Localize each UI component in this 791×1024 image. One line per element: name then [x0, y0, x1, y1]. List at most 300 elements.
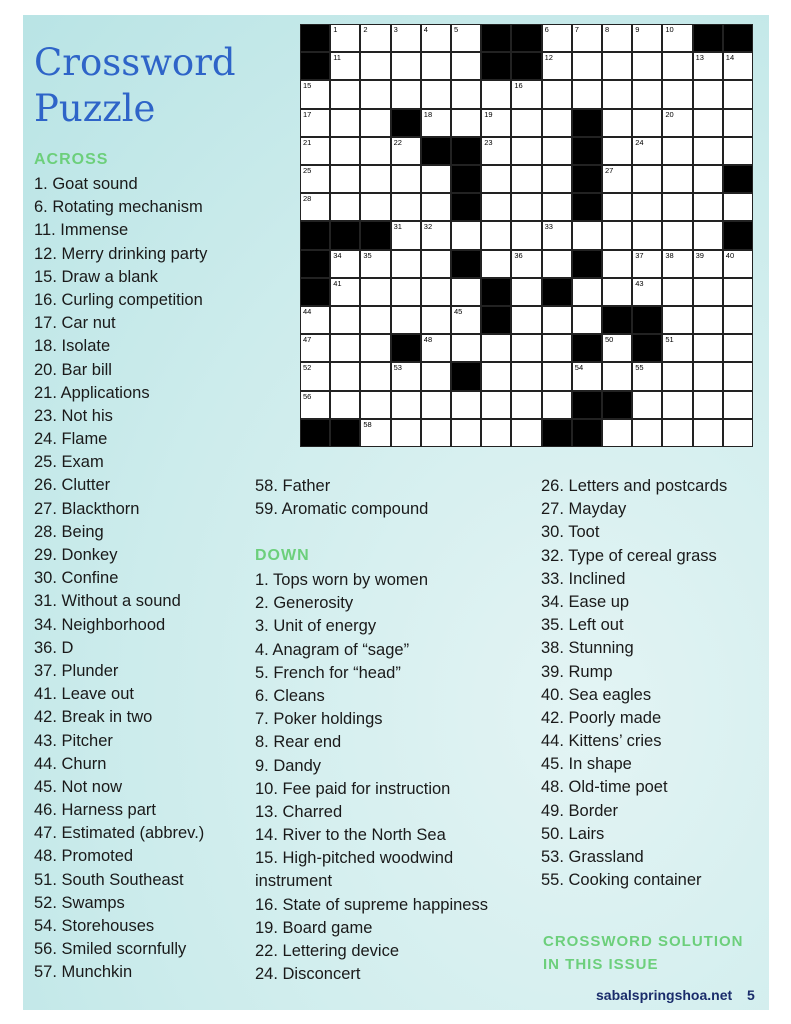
- grid-cell[interactable]: [723, 109, 753, 137]
- grid-cell[interactable]: [300, 109, 330, 137]
- grid-cell[interactable]: [391, 24, 421, 52]
- clue-item: 45. Not now: [34, 777, 123, 796]
- grid-block: [481, 24, 511, 52]
- grid-block: [542, 419, 572, 447]
- grid-cell[interactable]: [511, 278, 541, 306]
- clue-item: 13. Charred: [255, 802, 343, 821]
- grid-cell[interactable]: [572, 362, 602, 390]
- grid-cell[interactable]: [511, 334, 541, 362]
- down-clues-col-1: [255, 569, 520, 986]
- grid-cell[interactable]: [391, 306, 421, 334]
- clue-number: 13: [695, 53, 704, 63]
- grid-block: [572, 193, 602, 221]
- grid-cell[interactable]: [451, 419, 481, 447]
- clue-number: 53: [393, 363, 402, 373]
- grid-cell[interactable]: [391, 419, 421, 447]
- clue-number: 11: [333, 53, 341, 63]
- grid-cell[interactable]: [693, 193, 723, 221]
- grid-cell[interactable]: [330, 80, 360, 108]
- grid-cell[interactable]: [542, 165, 572, 193]
- grid-cell[interactable]: [451, 80, 481, 108]
- clue-item: 59. Aromatic compound: [255, 500, 429, 519]
- clue-item: 34. Ease up: [541, 592, 630, 611]
- grid-cell[interactable]: [511, 391, 541, 419]
- grid-cell[interactable]: [632, 109, 662, 137]
- grid-cell[interactable]: [421, 52, 451, 80]
- clue-number: 27: [605, 166, 614, 175]
- grid-cell[interactable]: [421, 391, 451, 419]
- clue-item: 56. Smiled scornfully: [34, 940, 187, 959]
- grid-cell[interactable]: [511, 221, 541, 249]
- clue-number: 20: [665, 109, 674, 119]
- grid-cell[interactable]: [451, 278, 481, 306]
- clue-item: 26. Letters and postcards: [541, 477, 728, 495]
- clue-item: 26. Clutter: [34, 476, 111, 495]
- grid-cell[interactable]: [632, 165, 662, 193]
- clue-number: 54: [574, 363, 584, 373]
- grid-block: [451, 137, 481, 165]
- grid-cell[interactable]: [662, 419, 692, 447]
- grid-cell[interactable]: [481, 137, 511, 165]
- clue-item: 42. Poorly made: [541, 708, 662, 727]
- grid-cell[interactable]: [360, 52, 390, 80]
- grid-cell[interactable]: [391, 137, 421, 165]
- grid-cell[interactable]: [421, 221, 451, 249]
- grid-cell[interactable]: [300, 193, 330, 221]
- grid-cell[interactable]: [723, 306, 753, 334]
- clue-item: 38. Stunning: [541, 639, 634, 658]
- grid-cell[interactable]: [481, 419, 511, 447]
- grid-cell[interactable]: [602, 334, 632, 362]
- grid-block: [723, 221, 753, 249]
- clue-number: 16: [514, 81, 523, 91]
- grid-cell[interactable]: [391, 193, 421, 221]
- grid-cell[interactable]: [693, 80, 723, 108]
- grid-cell[interactable]: [723, 80, 753, 108]
- clue-number: 10: [665, 25, 674, 34]
- grid-cell[interactable]: [391, 80, 421, 108]
- grid-cell[interactable]: [421, 334, 451, 362]
- grid-cell[interactable]: [723, 52, 753, 80]
- grid-cell[interactable]: [662, 165, 692, 193]
- grid-block: [572, 109, 602, 137]
- down-clues-col-2: [541, 475, 727, 892]
- grid-cell[interactable]: [421, 80, 451, 108]
- grid-cell[interactable]: [572, 278, 602, 306]
- grid-cell[interactable]: [300, 306, 330, 334]
- grid-cell[interactable]: [602, 278, 632, 306]
- grid-cell[interactable]: [693, 109, 723, 137]
- grid-cell[interactable]: [602, 419, 632, 447]
- grid-cell[interactable]: [421, 193, 451, 221]
- clue-number: 1: [333, 25, 338, 34]
- clue-number: 41: [333, 278, 342, 288]
- page-title: [34, 40, 274, 132]
- clue-item: 44. Churn: [34, 754, 107, 773]
- grid-cell[interactable]: [542, 221, 572, 249]
- grid-cell[interactable]: [632, 221, 662, 249]
- grid-cell[interactable]: [330, 391, 360, 419]
- grid-cell[interactable]: [451, 109, 481, 137]
- grid-cell[interactable]: [391, 391, 421, 419]
- grid-cell[interactable]: [360, 137, 390, 165]
- grid-cell[interactable]: [360, 165, 390, 193]
- clue-number: 2: [363, 25, 368, 34]
- grid-cell[interactable]: [542, 109, 572, 137]
- grid-cell[interactable]: [451, 306, 481, 334]
- grid-cell[interactable]: [511, 80, 541, 108]
- clue-item: 34. Neighborhood: [34, 615, 166, 634]
- grid-cell[interactable]: [602, 52, 632, 80]
- grid-cell[interactable]: [481, 165, 511, 193]
- clue-item: 53. Grassland: [541, 848, 644, 866]
- grid-cell[interactable]: [662, 278, 692, 306]
- solution-note: CROSSWORD SOLUTION IN THIS ISSUE: [543, 933, 744, 973]
- clue-item: 21. Applications: [34, 383, 150, 402]
- clue-item: 27. Blackthorn: [34, 499, 140, 518]
- grid-block: [300, 278, 330, 306]
- grid-cell[interactable]: [330, 193, 360, 221]
- grid-cell[interactable]: [330, 109, 360, 137]
- clue-item: 28. Being: [34, 522, 104, 541]
- grid-cell[interactable]: [511, 137, 541, 165]
- grid-cell[interactable]: [481, 193, 511, 221]
- grid-block: [300, 221, 330, 249]
- grid-cell[interactable]: [300, 334, 330, 362]
- grid-cell[interactable]: [330, 278, 360, 306]
- clue-number: 31: [393, 222, 402, 232]
- clue-item: 29. Donkey: [34, 546, 118, 564]
- clue-item: 1. Goat sound: [34, 175, 138, 193]
- grid-block: [572, 165, 602, 193]
- grid-cell[interactable]: [632, 391, 662, 419]
- grid-cell[interactable]: [421, 419, 451, 447]
- clue-item: 5. French for “head”: [255, 663, 401, 682]
- grid-cell[interactable]: [693, 165, 723, 193]
- clue-item: 48. Old-time poet: [541, 778, 668, 797]
- grid-cell[interactable]: [542, 306, 572, 334]
- clue-item: 50. Lairs: [541, 824, 605, 843]
- clue-number: 35: [363, 250, 372, 260]
- grid-cell[interactable]: [511, 306, 541, 334]
- grid-cell[interactable]: [632, 362, 662, 390]
- grid-cell[interactable]: [662, 109, 692, 137]
- grid-cell[interactable]: [300, 137, 330, 165]
- grid-block: [723, 24, 753, 52]
- grid-cell[interactable]: [723, 391, 753, 419]
- grid-cell[interactable]: [391, 165, 421, 193]
- clue-number: 40: [725, 250, 735, 260]
- grid-cell[interactable]: [632, 80, 662, 108]
- grid-block: [481, 306, 511, 334]
- grid-cell[interactable]: [602, 250, 632, 278]
- clue-number: 28: [303, 194, 312, 204]
- grid-cell[interactable]: [421, 306, 451, 334]
- clue-number: 24: [635, 137, 644, 147]
- grid-cell[interactable]: [632, 193, 662, 221]
- grid-cell[interactable]: [481, 250, 511, 278]
- grid-cell[interactable]: [481, 80, 511, 108]
- grid-cell[interactable]: [451, 221, 481, 249]
- grid-cell[interactable]: [542, 24, 572, 52]
- grid-cell[interactable]: [360, 109, 390, 137]
- down-heading: DOWN: [255, 547, 310, 564]
- clue-item: 57. Munchkin: [34, 963, 133, 982]
- grid-cell[interactable]: [451, 391, 481, 419]
- clue-item: 36. D: [34, 638, 74, 657]
- grid-cell[interactable]: [542, 52, 572, 80]
- grid-cell[interactable]: [542, 391, 572, 419]
- clue-item: 39. Rump: [541, 662, 613, 681]
- clue-item: 24. Flame: [34, 430, 108, 449]
- grid-cell[interactable]: [572, 221, 602, 249]
- grid-cell[interactable]: [360, 362, 390, 390]
- grid-cell[interactable]: [451, 52, 481, 80]
- clue-item: 9. Dandy: [255, 756, 322, 775]
- grid-cell[interactable]: [542, 193, 572, 221]
- clue-number: 48: [423, 335, 433, 345]
- grid-cell[interactable]: [723, 362, 753, 390]
- grid-cell[interactable]: [360, 80, 390, 108]
- grid-cell[interactable]: [723, 419, 753, 447]
- grid-block: [572, 334, 602, 362]
- clue-item: 52. Swamps: [34, 893, 125, 912]
- grid-cell[interactable]: [391, 278, 421, 306]
- grid-cell[interactable]: [632, 419, 662, 447]
- grid-cell[interactable]: [662, 193, 692, 221]
- grid-cell[interactable]: [511, 419, 541, 447]
- grid-cell[interactable]: [451, 334, 481, 362]
- grid-cell[interactable]: [542, 362, 572, 390]
- clue-number: 9: [635, 25, 640, 34]
- grid-cell[interactable]: [330, 24, 360, 52]
- grid-cell[interactable]: [632, 52, 662, 80]
- clue-item: 16. State of supreme happiness: [255, 895, 488, 914]
- grid-cell[interactable]: [421, 165, 451, 193]
- page-number: 5: [747, 987, 755, 1003]
- clue-number: 17: [303, 109, 312, 119]
- grid-cell[interactable]: [693, 137, 723, 165]
- grid-cell[interactable]: [693, 362, 723, 390]
- clue-item: 33. Inclined: [541, 569, 626, 588]
- clue-number: 44: [303, 307, 312, 316]
- grid-cell[interactable]: [723, 193, 753, 221]
- clue-item: 23. Not his: [34, 406, 113, 425]
- grid-cell[interactable]: [360, 306, 390, 334]
- grid-cell[interactable]: [360, 24, 390, 52]
- grid-cell[interactable]: [723, 334, 753, 362]
- grid-cell[interactable]: [391, 52, 421, 80]
- clue-item: 22. Lettering device: [255, 942, 400, 961]
- grid-cell[interactable]: [693, 52, 723, 80]
- clue-item: 51. South Southeast: [34, 870, 184, 889]
- grid-cell[interactable]: [602, 24, 632, 52]
- grid-cell[interactable]: [662, 306, 692, 334]
- grid-cell[interactable]: [662, 391, 692, 419]
- clue-item: 6. Cleans: [255, 686, 325, 705]
- grid-cell[interactable]: [693, 306, 723, 334]
- grid-cell[interactable]: [360, 250, 390, 278]
- grid-cell[interactable]: [511, 362, 541, 390]
- clue-number: 56: [303, 391, 312, 401]
- clue-item: 17. Car nut: [34, 314, 116, 333]
- clue-number: 19: [484, 109, 493, 119]
- grid-cell[interactable]: [693, 391, 723, 419]
- grid-cell[interactable]: [632, 24, 662, 52]
- grid-cell[interactable]: [693, 221, 723, 249]
- across-clues-col-1: [34, 173, 207, 985]
- grid-cell[interactable]: [693, 334, 723, 362]
- grid-cell[interactable]: [421, 362, 451, 390]
- grid-cell[interactable]: [542, 334, 572, 362]
- grid-cell[interactable]: [602, 109, 632, 137]
- clue-item: 41. Leave out: [34, 685, 134, 704]
- grid-cell[interactable]: [662, 221, 692, 249]
- grid-cell[interactable]: [542, 137, 572, 165]
- clue-number: 58: [363, 419, 372, 429]
- grid-block: [723, 165, 753, 193]
- grid-cell[interactable]: [602, 80, 632, 108]
- grid-cell[interactable]: [662, 334, 692, 362]
- clue-number: 4: [423, 25, 428, 34]
- grid-cell[interactable]: [300, 165, 330, 193]
- clue-item: 19. Board game: [255, 918, 373, 937]
- grid-cell[interactable]: [391, 362, 421, 390]
- grid-cell[interactable]: [662, 250, 692, 278]
- grid-cell[interactable]: [391, 221, 421, 249]
- clue-item: 1. Tops worn by women: [255, 571, 429, 589]
- clue-item: 31. Without a sound: [34, 592, 181, 611]
- grid-cell[interactable]: [572, 24, 602, 52]
- grid-cell[interactable]: [602, 362, 632, 390]
- clue-number: 38: [665, 250, 674, 260]
- grid-cell[interactable]: [511, 165, 541, 193]
- grid-block: [300, 24, 330, 52]
- grid-block: [602, 391, 632, 419]
- grid-cell[interactable]: [360, 193, 390, 221]
- grid-cell[interactable]: [330, 52, 360, 80]
- grid-cell[interactable]: [330, 165, 360, 193]
- grid-block: [572, 137, 602, 165]
- grid-cell[interactable]: [481, 334, 511, 362]
- grid-cell[interactable]: [572, 80, 602, 108]
- grid-cell[interactable]: [602, 137, 632, 165]
- grid-cell[interactable]: [693, 419, 723, 447]
- grid-cell[interactable]: [421, 250, 451, 278]
- clue-item: 20. Bar bill: [34, 360, 112, 379]
- grid-cell[interactable]: [360, 419, 390, 447]
- title-line-2: Puzzle: [34, 87, 156, 130]
- grid-cell[interactable]: [542, 80, 572, 108]
- grid-cell[interactable]: [330, 137, 360, 165]
- site-url[interactable]: sabalspringshoa.net: [596, 987, 733, 1003]
- clue-item: 3. Unit of energy: [255, 617, 377, 636]
- grid-cell[interactable]: [693, 278, 723, 306]
- grid-cell[interactable]: [511, 109, 541, 137]
- clue-item: 11. Immense: [34, 221, 129, 240]
- clue-item: 25. Exam: [34, 453, 104, 472]
- grid-cell[interactable]: [481, 221, 511, 249]
- clue-number: 47: [303, 335, 312, 345]
- clue-number: 5: [454, 25, 459, 34]
- grid-cell[interactable]: [602, 165, 632, 193]
- clue-item: 12. Merry drinking party: [34, 244, 208, 263]
- clue-number: 3: [393, 25, 398, 34]
- grid-block: [300, 52, 330, 80]
- grid-cell[interactable]: [632, 250, 662, 278]
- grid-block: [451, 362, 481, 390]
- grid-block: [511, 52, 541, 80]
- grid-cell[interactable]: [421, 24, 451, 52]
- grid-block: [481, 278, 511, 306]
- grid-cell[interactable]: [723, 250, 753, 278]
- grid-cell[interactable]: [451, 24, 481, 52]
- grid-cell[interactable]: [481, 362, 511, 390]
- clue-item: 54. Storehouses: [34, 917, 155, 935]
- grid-cell[interactable]: [360, 278, 390, 306]
- grid-cell[interactable]: [300, 80, 330, 108]
- grid-cell[interactable]: [300, 391, 330, 419]
- clue-item: 18. Isolate: [34, 337, 111, 356]
- grid-cell[interactable]: [421, 278, 451, 306]
- grid-cell[interactable]: [632, 137, 662, 165]
- clue-item: 43. Pitcher: [34, 731, 113, 750]
- grid-cell[interactable]: [481, 109, 511, 137]
- clue-item: 42. Break in two: [34, 708, 153, 727]
- grid-cell[interactable]: [421, 109, 451, 137]
- grid-cell[interactable]: [511, 193, 541, 221]
- grid-cell[interactable]: [602, 193, 632, 221]
- grid-cell[interactable]: [723, 137, 753, 165]
- clue-number: 37: [635, 250, 644, 260]
- clue-item: 44. Kittens’ cries: [541, 732, 662, 751]
- clue-item: 4. Anagram of “sage”: [255, 640, 410, 659]
- clue-number: 43: [635, 278, 644, 288]
- grid-cell[interactable]: [330, 362, 360, 390]
- clue-item: 46. Harness part: [34, 801, 156, 820]
- grid-cell[interactable]: [481, 391, 511, 419]
- grid-cell[interactable]: [391, 250, 421, 278]
- grid-cell[interactable]: [632, 278, 662, 306]
- grid-cell[interactable]: [572, 52, 602, 80]
- grid-cell[interactable]: [360, 391, 390, 419]
- grid-cell[interactable]: [300, 362, 330, 390]
- grid-cell[interactable]: [662, 24, 692, 52]
- grid-block: [693, 24, 723, 52]
- clue-number: 33: [544, 222, 553, 232]
- grid-cell[interactable]: [662, 52, 692, 80]
- grid-cell[interactable]: [542, 250, 572, 278]
- grid-cell[interactable]: [662, 362, 692, 390]
- grid-cell[interactable]: [693, 250, 723, 278]
- grid-cell[interactable]: [662, 137, 692, 165]
- clue-number: 34: [333, 250, 342, 260]
- grid-cell[interactable]: [360, 334, 390, 362]
- grid-cell[interactable]: [602, 221, 632, 249]
- grid-cell[interactable]: [572, 306, 602, 334]
- clue-item: 58. Father: [255, 477, 331, 495]
- clue-number: 6: [544, 25, 549, 34]
- grid-cell[interactable]: [662, 80, 692, 108]
- grid-cell[interactable]: [330, 334, 360, 362]
- clue-item: 49. Border: [541, 801, 619, 820]
- grid-cell[interactable]: [511, 250, 541, 278]
- grid-cell[interactable]: [330, 306, 360, 334]
- clue-item: 16. Curling competition: [34, 290, 203, 309]
- grid-cell[interactable]: [723, 278, 753, 306]
- grid-block: [572, 419, 602, 447]
- grid-cell[interactable]: [330, 250, 360, 278]
